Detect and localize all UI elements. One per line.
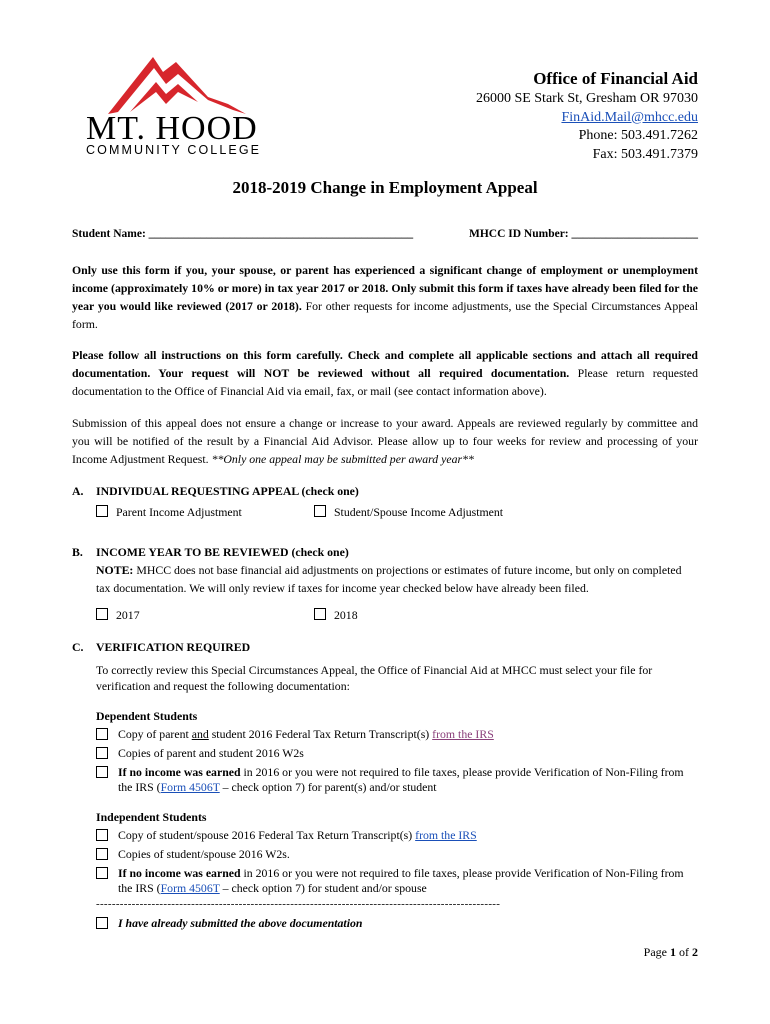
submission-italic: **Only one appeal may be submitted per award year** <box>211 452 474 466</box>
dependent-students-heading: Dependent Students <box>96 709 198 723</box>
independent-item-tax-transcript[interactable]: Copy of student/spouse 2016 Federal Tax Return Transcript(s) from the IRS <box>96 828 698 843</box>
checkbox-icon[interactable] <box>96 505 108 517</box>
irs-link[interactable]: from the IRS <box>432 727 494 741</box>
instructions-paragraph <box>72 346 698 400</box>
contact-block <box>476 68 698 164</box>
office-name: Office of Financial Aid <box>533 69 698 88</box>
independent-students-heading: Independent Students <box>96 810 207 824</box>
section-c-heading: C. VERIFICATION REQUIRED <box>72 640 251 654</box>
already-submitted-item[interactable]: I have already submitted the above documentation <box>96 916 698 931</box>
independent-item-w2s[interactable]: Copies of student/spouse 2016 W2s. <box>96 847 698 862</box>
dependent-item-tax-transcript[interactable]: Copy of parent and student 2016 Federal Tax Return Transcript(s) from the IRS <box>96 727 698 742</box>
section-a-heading: A. INDIVIDUAL REQUESTING APPEAL (check one) <box>72 484 359 498</box>
instructions-normal: Please return requested documentation to the Office of Financial Aid via email, fax, or mail (see contact information above). <box>72 366 698 398</box>
checkbox-icon[interactable] <box>96 917 108 929</box>
form-4506t-link[interactable]: Form 4506T <box>160 780 220 794</box>
office-phone: Phone: 503.491.7262 <box>578 128 698 143</box>
office-fax: Fax: 503.491.7379 <box>592 146 698 162</box>
checkbox-icon[interactable] <box>96 829 108 841</box>
page-number: Page 1 of 2 <box>643 945 698 959</box>
intro-normal: For other requests for income adjustments, use the Special Circumstances Appeal form. <box>72 299 698 331</box>
student-name-field[interactable]: Student Name: ______________________________________________ <box>72 228 414 240</box>
section-b-note: NOTE: MHCC does not base financial aid adjustments on projections or estimates of future income, but only on completed tax documentation. We will only review if taxes for income year checked below have already been filed. <box>96 563 682 595</box>
logo-subtitle: COMMUNITY COLLEGE <box>86 143 262 157</box>
checkbox-icon[interactable] <box>96 766 108 778</box>
dependent-item-w2s[interactable]: Copies of parent and student 2016 W2s <box>96 746 698 761</box>
instructions-bold: Please follow all instructions on this form carefully. Check and complete all applicable sections and attach all required documentation. Your request will NOT be reviewed without all required documentation. <box>72 348 698 380</box>
dependent-item-non-filing[interactable]: If no income was earned in 2016 or you were not required to file taxes, please provide Verification of Non-Filing from the IRS (Form 4506T – check option 7) for parent(s) and/or student <box>96 765 698 795</box>
submission-normal: Submission of this appeal does not ensure a change or increase to your award. Appeals are reviewed regularly by committee and you will be notified of the result by a Financial Aid Advisor. Please allow up to four weeks for review and processing of your Income Adjustment Request. <box>72 416 698 466</box>
email-link[interactable]: FinAid.Mail@mhcc.edu <box>561 109 698 125</box>
checkbox-icon[interactable] <box>96 728 108 740</box>
intro-paragraph <box>72 261 698 333</box>
student-info-row <box>72 228 698 240</box>
independent-item-non-filing[interactable]: If no income was earned in 2016 or you were not required to file taxes, please provide Verification of Non-Filing from the IRS (Form 4506T – check option 7) for student and/or spouse <box>96 866 698 896</box>
option-2017[interactable]: 2017 <box>96 606 140 624</box>
form-4506t-link[interactable]: Form 4506T <box>160 881 220 895</box>
intro-bold: Only use this form if you, your spouse, or parent has experienced a significant change of employment or unemployment income (approximately 10% or more) in tax year 2017 or 2018. Only submit this form if taxes have already been filed for the year you would like reviewed (2017 or 2018). <box>72 263 698 313</box>
checkbox-icon[interactable] <box>96 867 108 879</box>
dashed-divider: ------------------------------------------------------------------------------------------------------ <box>96 898 501 910</box>
checkbox-icon[interactable] <box>314 505 326 517</box>
checkbox-icon[interactable] <box>96 747 108 759</box>
option-2018[interactable]: 2018 <box>314 606 358 624</box>
section-c-intro: To correctly review this Special Circumstances Appeal, the Office of Financial Aid at MHCC must select your file for verification and request the following documentation: <box>96 663 653 693</box>
form-title: 2018-2019 Change in Employment Appeal <box>232 178 538 197</box>
mhcc-id-field[interactable]: MHCC ID Number: ______________________ <box>468 228 698 240</box>
irs-link[interactable]: from the IRS <box>415 828 477 842</box>
submission-paragraph <box>72 414 698 468</box>
logo-wordmark: MT. HOOD <box>86 110 258 147</box>
option-student-income[interactable]: Student/Spouse Income Adjustment <box>314 503 503 521</box>
checkbox-icon[interactable] <box>96 608 108 620</box>
section-b-heading: B. INCOME YEAR TO BE REVIEWED (check one) <box>72 545 349 559</box>
checkbox-icon[interactable] <box>314 608 326 620</box>
office-address: 26000 SE Stark St, Gresham OR 97030 <box>475 91 698 106</box>
checkbox-icon[interactable] <box>96 848 108 860</box>
option-parent-income[interactable]: Parent Income Adjustment <box>96 503 242 521</box>
